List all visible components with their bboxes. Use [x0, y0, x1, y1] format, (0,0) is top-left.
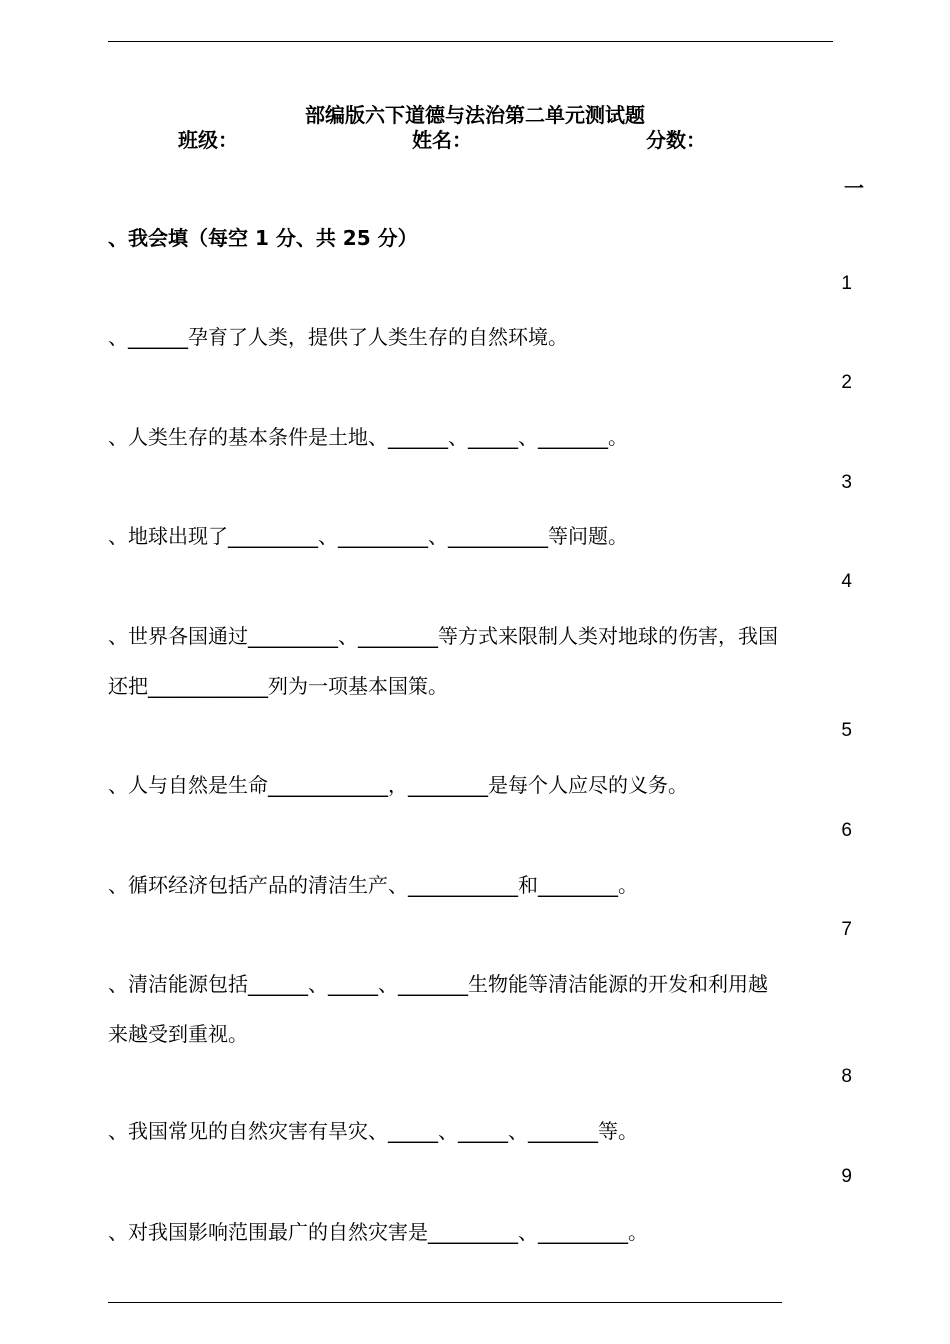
question-text: 、人与自然是生命____________，________是每个人应尽的义务。 — [108, 773, 688, 797]
question-text: 、人类生存的基本条件是土地、______、_____、_______。 — [108, 425, 628, 449]
class-label: 班级： — [178, 128, 238, 152]
section-number: 一 — [844, 176, 864, 200]
question-number: 7 — [841, 919, 852, 940]
question-number: 3 — [841, 472, 852, 493]
question-number: 5 — [841, 720, 852, 741]
question-text: 、地球出现了_________、_________、__________等问题。 — [108, 524, 628, 548]
question-text-continued: 来越受到重视。 — [108, 1022, 248, 1046]
header-rule — [108, 41, 833, 42]
question-text-continued: 还把____________列为一项基本国策。 — [108, 674, 448, 698]
question-number: 2 — [841, 372, 852, 393]
question-number: 4 — [841, 571, 852, 592]
question-text: 、循环经济包括产品的清洁生产、___________和________。 — [108, 873, 638, 897]
question-text: 、世界各国通过_________、________等方式来限制人类对地球的伤害，我国 — [108, 624, 778, 648]
question-number: 8 — [841, 1066, 852, 1087]
question-number: 1 — [841, 273, 852, 294]
page-title: 部编版六下道德与法治第二单元测试题 — [305, 103, 645, 127]
question-number: 9 — [841, 1166, 852, 1187]
score-label: 分数： — [646, 128, 706, 152]
question-text: 、我国常见的自然灾害有旱灾、_____、_____、_______等。 — [108, 1119, 638, 1143]
question-text: 、______孕育了人类，提供了人类生存的自然环境。 — [108, 325, 568, 349]
footer-rule — [108, 1302, 782, 1303]
section-heading: 、我会填（每空 1 分、共 25 分） — [108, 226, 418, 250]
question-text: 、对我国影响范围最广的自然灾害是_________、_________。 — [108, 1220, 648, 1244]
question-number: 6 — [841, 820, 852, 841]
name-label: 姓名： — [412, 128, 472, 152]
question-text: 、清洁能源包括______、_____、_______生物能等清洁能源的开发和利用越 — [108, 972, 768, 996]
